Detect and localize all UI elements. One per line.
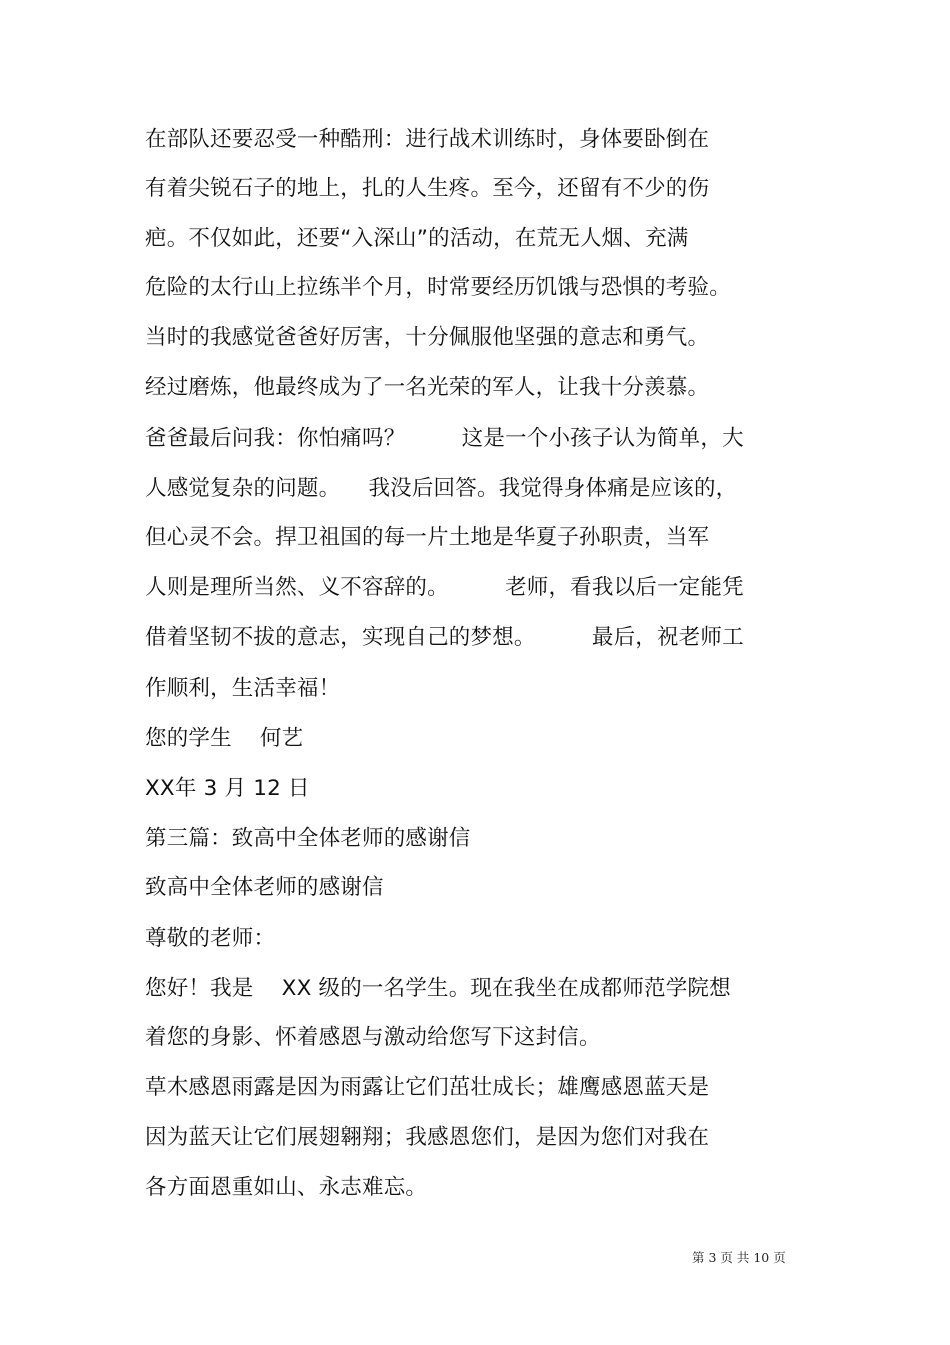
body-line: 因为蓝天让它们展翅翱翔；我感恩您们，是因为您们对我在 [145,1125,710,1150]
body-line: 草木感恩雨露是因为雨露让它们茁壮成长；雄鹰感恩蓝天是 [145,1075,710,1100]
body-line: 疤。不仅如此，还要“入深山”的活动，在荒无人烟、充满 [145,226,689,251]
body-line: 作顺利，生活幸福！ [145,676,341,701]
body-line: 各方面恩重如山、永志难忘。 [145,1175,428,1200]
body-line: 有着尖锐石子的地上，扎的人生疼。至今，还留有不少的伤 [145,176,710,201]
body-line: 危险的太行山上拉练半个月，时常要经历饥饿与恐惧的考验。 [145,275,731,300]
section-heading: 第三篇：致高中全体老师的感谢信 [145,826,471,851]
body-line: 人感觉复杂的问题。 我没后回答。我觉得身体痛是应该的， [145,476,738,501]
body-line: 但心灵不会。捍卫祖国的每一片土地是华夏子孙职责，当军 [145,525,710,550]
body-line: 您好！我是 XX 级的一名学生。现在我坐在成都师范学院想 [145,976,731,1001]
body-line: 经过磨炼，他最终成为了一名光荣的军人，让我十分羡慕。 [145,375,710,400]
letter-title: 致高中全体老师的感谢信 [145,875,384,900]
date-line: XX年 3 月 12 日 [145,776,310,801]
body-line: 在部队还要忍受一种酷刑：进行战术训练时，身体要卧倒在 [145,127,710,152]
body-line: 当时的我感觉爸爸好厉害，十分佩服他坚强的意志和勇气。 [145,325,710,350]
salutation: 尊敬的老师： [145,926,276,951]
body-line: 借着坚韧不拔的意志，实现自己的梦想。 最后，祝老师工 [145,625,744,650]
body-line: 爸爸最后问我：你怕痛吗？ 这是一个小孩子认为简单，大 [145,426,744,451]
signature-line: 您的学生 何艺 [145,726,304,751]
body-line: 人则是理所当然、义不容辞的。 老师，看我以后一定能凭 [145,575,744,600]
body-line: 着您的身影、怀着感恩与激动给您写下这封信。 [145,1025,601,1050]
page-number-footer: 第 3 页 共 10 页 [692,1250,786,1265]
